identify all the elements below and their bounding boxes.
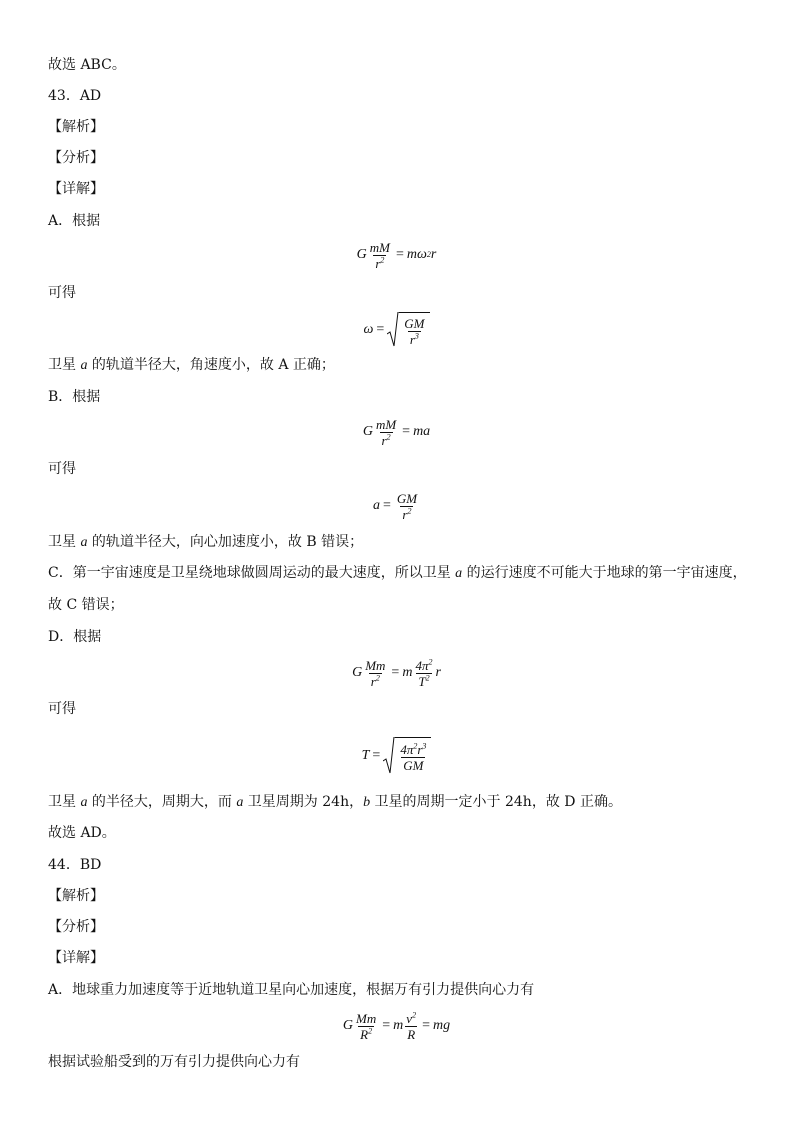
exponent: 3 [422,741,427,751]
equals-sign: = [391,665,400,680]
denominator [380,432,393,448]
denominator [369,673,382,689]
sqrt [383,737,431,775]
eq-symbol: ω [363,322,374,337]
equals-sign: = [382,498,391,513]
section-xiangjie-44 [48,949,104,967]
numerator: mM [369,239,390,255]
fraction [398,742,428,773]
text: A．地球重力加速度等于近地轨道卫星向心加速度，根据万有引力提供向心力有 [48,982,535,998]
text: D．根据 [48,629,102,645]
conclusion-a [48,356,335,375]
answer-44 [48,856,101,874]
equation-6 [0,734,793,778]
radicand [395,737,431,775]
eq-term: r [435,665,441,680]
text: 【分析】 [48,919,104,935]
den-base: r [375,255,381,271]
equals-sign: = [395,247,404,262]
exponent: 2 [413,741,418,751]
text: 【解析】 [48,119,104,135]
exponent: 2 [380,255,385,265]
radical-sign [387,312,399,348]
fraction [363,658,387,689]
option-a-intro [48,212,100,230]
fraction [374,417,398,448]
option-d-intro [48,628,101,646]
text: 故选 ABC。 [48,57,126,73]
option-c-line2 [48,596,124,614]
section-fenxi-44 [48,918,104,936]
exponent: 2 [407,506,412,516]
equals-sign: = [376,322,385,337]
text: 卫星 [48,794,81,810]
eq-symbol: G [356,247,367,262]
denominator [373,255,386,271]
eq-term: m [402,665,413,680]
den-base: r [370,673,376,689]
fraction [404,1011,418,1042]
text: a [80,795,88,810]
denominator [400,506,413,522]
section-xiangjie-43 [48,180,104,198]
eq-term: m [393,1018,404,1033]
denominator [416,673,431,689]
option-c-line1 [48,564,747,583]
kede-1 [48,284,76,302]
text: A．根据 [48,213,101,229]
text: 的轨道半径大，角速度小，故 A 正确； [87,357,335,373]
fraction [368,240,392,271]
den-base: r [402,506,408,522]
equals-sign: = [372,748,381,763]
exponent: 2 [386,432,391,442]
text: 【详解】 [48,181,104,197]
text: 43．AD [48,88,102,104]
text: 可得 [48,461,76,477]
text: a [236,795,244,810]
option-b-intro [48,388,100,406]
text: 的半径大，周期大，而 [87,794,237,810]
exponent: 2 [428,657,433,667]
text: 的运行速度不可能大于地球的第一宇宙速度， [462,565,747,581]
conclusion-d [48,793,622,812]
equation-3 [0,414,793,450]
text: a [80,535,88,550]
kede-2 [48,460,76,478]
equation-5 [0,654,793,692]
text: 故 C 错误； [48,597,124,613]
text: 卫星 [48,357,81,373]
denominator [358,1026,374,1042]
text: 根据试验船受到的万有引力提供向心力有 [48,1054,300,1070]
exponent: 2 [425,673,430,683]
equation-4 [0,488,793,524]
option-a-44 [48,981,534,999]
num-base: v [406,1010,413,1026]
kede-3 [48,700,76,718]
equation-2 [0,310,793,350]
exponent: 3 [414,331,419,341]
conclusion-42 [48,56,126,74]
text: 卫星周期为 24h， [243,794,364,810]
exponent: 2 [368,1026,373,1036]
numerator: mM [375,416,397,432]
line-last [48,1053,300,1071]
eq-term: mg [432,1018,451,1033]
equals-sign: = [382,1018,391,1033]
text: 【分析】 [48,150,104,166]
eq-symbol: T [361,748,370,763]
eq-symbol: G [342,1018,354,1033]
text: 【解析】 [48,888,104,904]
num-base: 4π [415,657,429,673]
text: 【详解】 [48,950,104,966]
numerator [398,742,428,757]
section-fenxi-43 [48,149,104,167]
sqrt [387,312,429,348]
radicand [399,312,429,348]
denominator: R [407,1026,416,1042]
fraction [413,658,434,689]
text: 卫星 [48,534,81,550]
denominator: GM [403,757,424,773]
exponent: 2 [375,673,380,683]
fraction [395,491,419,522]
eq-term: ma [413,424,431,439]
numerator: GM [404,315,425,331]
equals-sign: = [402,424,411,439]
text: 可得 [48,285,76,301]
numerator: Mm [365,657,386,673]
numerator: GM [396,490,418,506]
denominator [408,331,421,347]
section-jiexi-44 [48,887,104,905]
equation-1: G $\frac{mM}{r^2}$ = mω 2 r [356,239,437,271]
answer-43 [48,87,101,105]
text: a [80,358,88,373]
numerator [413,658,434,673]
den-base: T [418,673,426,689]
eq-symbol: G [352,665,363,680]
num-base: 4π [400,741,414,757]
den-base: r [409,331,415,347]
radical-sign [383,737,395,775]
num-base: r [417,741,423,757]
fraction [402,316,426,347]
text: 44．BD [48,857,102,873]
text: 卫星的周期一定小于 24h，故 D 正确。 [370,794,622,810]
text: 的轨道半径大，向心加速度小，故 B 错误； [87,534,364,550]
equals-sign: = [422,1018,430,1033]
den-base: R [360,1026,369,1042]
text: C．第一宇宙速度是卫星绕地球做圆周运动的最大速度，所以卫星 [48,565,456,581]
text: 可得 [48,701,76,717]
exponent: 2 [412,1010,417,1020]
equation-7 [0,1006,793,1046]
numerator [404,1011,418,1026]
fraction [354,1011,378,1042]
eq-symbol: a [372,498,380,513]
text: b [363,795,371,810]
conclusion-43 [48,824,116,842]
numerator: Mm [356,1010,377,1026]
conclusion-b [48,533,363,552]
text: 故选 AD。 [48,825,116,841]
eq-term: r [430,247,437,262]
eq-term: mω [406,247,427,262]
text: B．根据 [48,389,101,405]
section-jiexi-43 [48,118,104,136]
eq-symbol: G [362,424,373,439]
den-base: r [381,432,387,448]
text: a [455,566,463,581]
